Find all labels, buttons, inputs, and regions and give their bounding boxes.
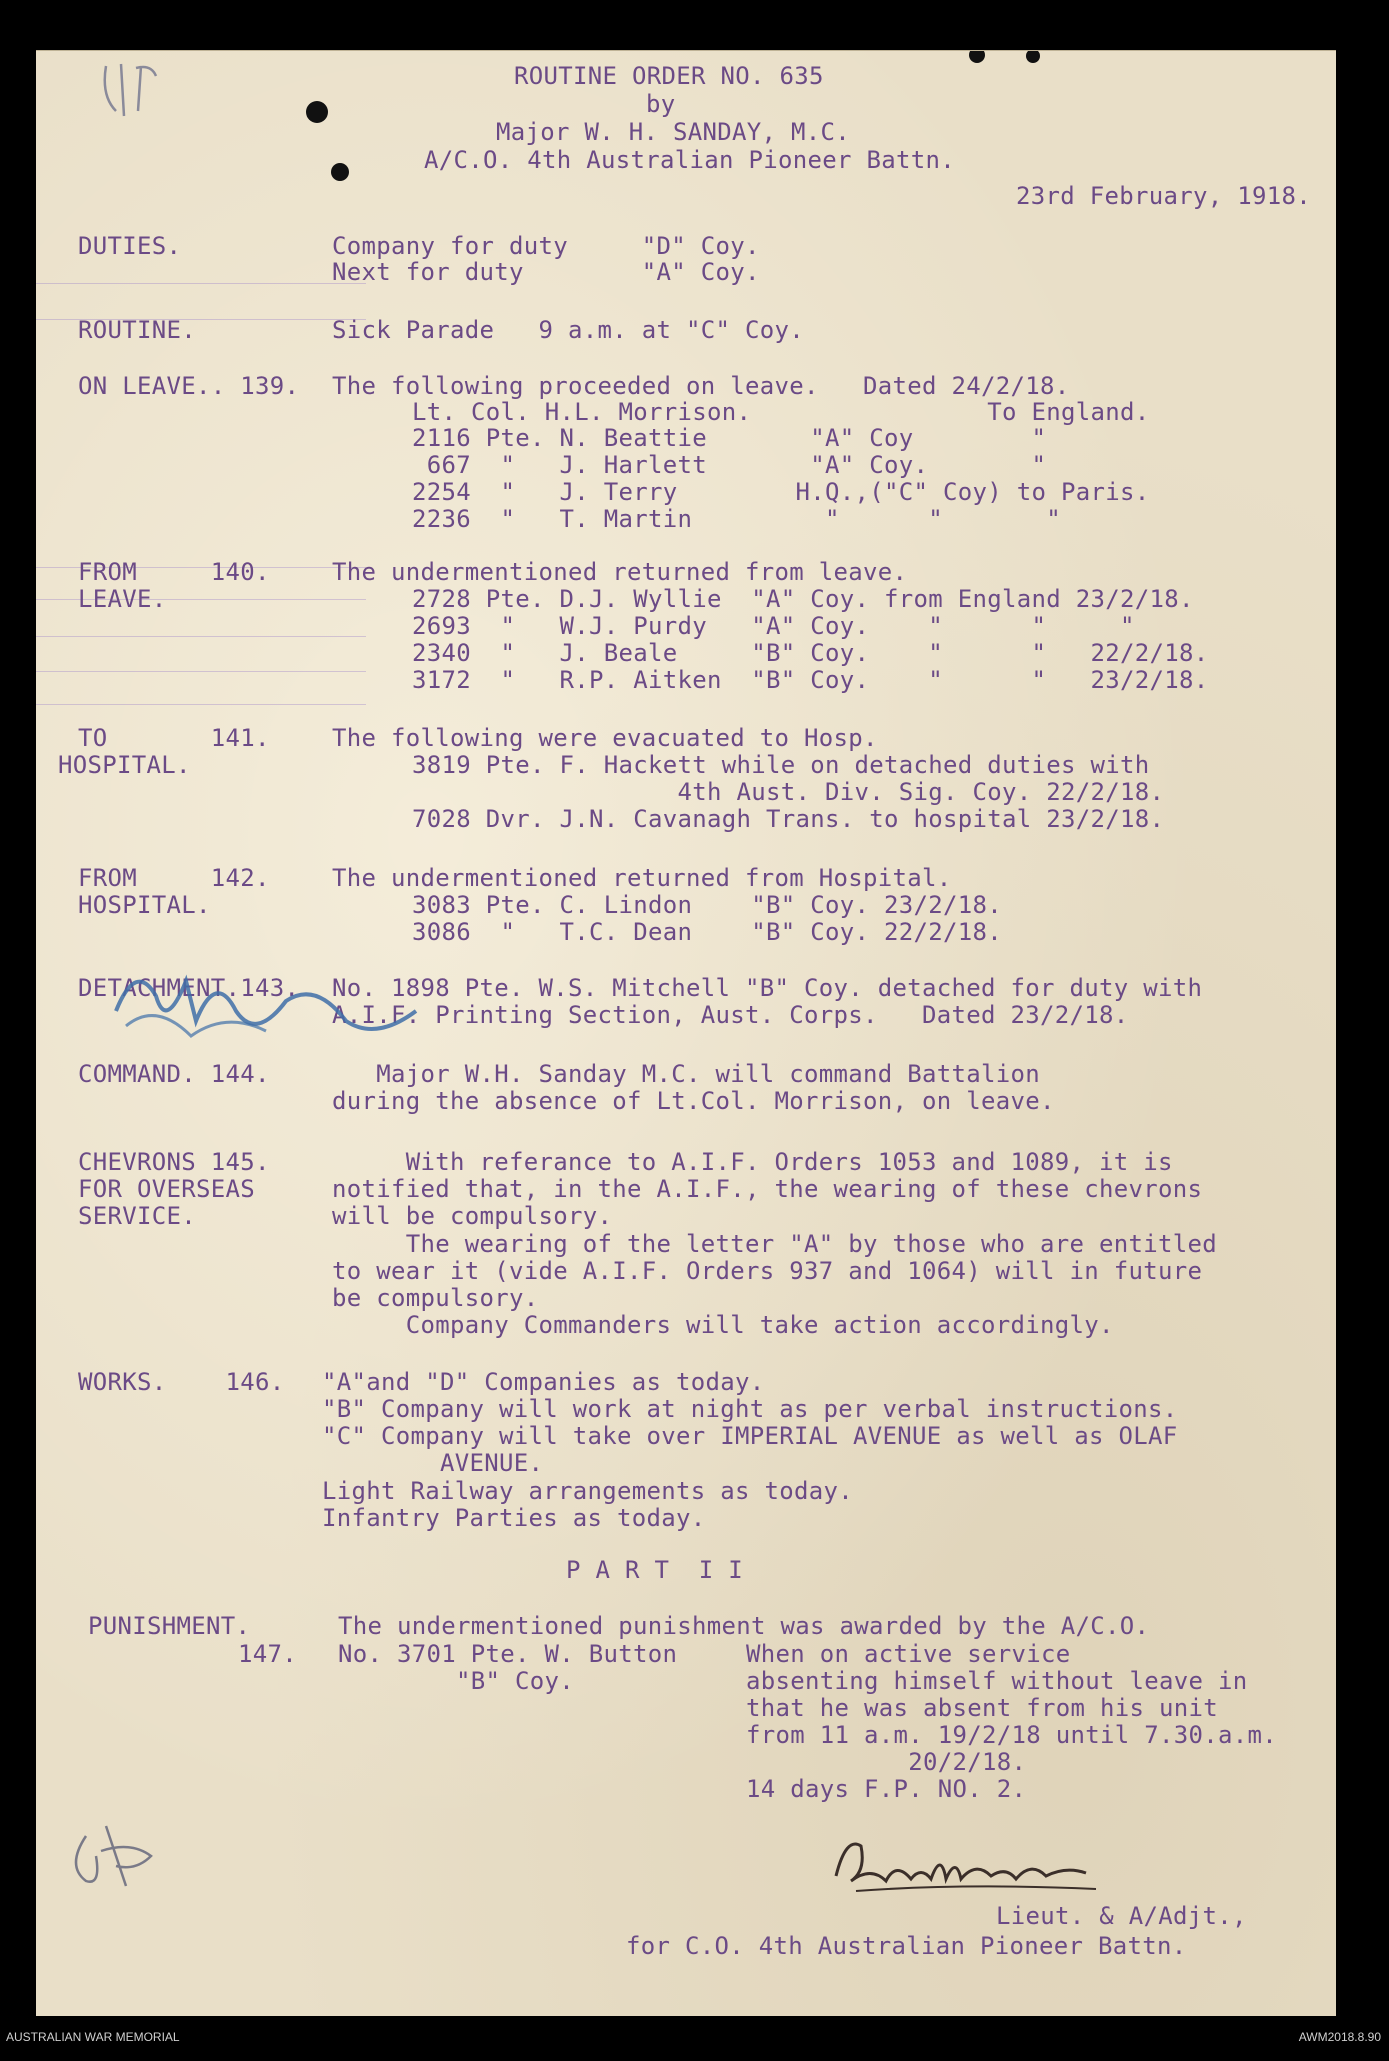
from-hospital-row: 3086 " T.C. Dean "B" Coy. 22/2/18. bbox=[412, 918, 1002, 946]
section-heading: WORKS. 146. bbox=[78, 1368, 285, 1396]
hospital-row: 3819 Pte. F. Hackett while on detached duties with bbox=[412, 751, 1150, 779]
blue-ink-scribble-icon bbox=[96, 951, 436, 1061]
section-heading: LEAVE. bbox=[78, 585, 167, 613]
section-heading: DETACHMENT.143. bbox=[78, 974, 300, 1002]
punch-hole bbox=[969, 50, 985, 63]
chevrons-line: With referance to A.I.F. Orders 1053 and 1089, it is bbox=[332, 1148, 1173, 1176]
routine-line: Sick Parade 9 a.m. at "C" Coy. bbox=[332, 316, 804, 344]
from-hospital-row: 3083 Pte. C. Lindon "B" Coy. 23/2/18. bbox=[412, 891, 1002, 919]
from-leave-row: 2693 " W.J. Purdy "A" Coy. " " " bbox=[412, 612, 1135, 640]
punishment-soldier: No. 3701 Pte. W. Button bbox=[338, 1640, 678, 1668]
section-heading: COMMAND. 144. bbox=[78, 1060, 270, 1088]
section-heading: HOSPITAL. bbox=[78, 891, 211, 919]
order-date: 23rd February, 1918. bbox=[1016, 182, 1311, 210]
signature-for: for C.O. 4th Australian Pioneer Battn. bbox=[626, 1932, 1187, 1960]
chevrons-line: Company Commanders will take action accordingly. bbox=[332, 1311, 1114, 1339]
leave-intro: The following proceeded on leave. Dated 24/2/18. bbox=[332, 372, 1070, 400]
signature-rank: Lieut. & A/Adjt., bbox=[996, 1902, 1247, 1930]
works-line: AVENUE. bbox=[322, 1449, 544, 1477]
order-unit: A/C.O. 4th Australian Pioneer Battn. bbox=[424, 146, 955, 174]
section-heading: CHEVRONS 145. bbox=[78, 1148, 270, 1176]
from-leave-intro: The undermentioned returned from leave. bbox=[332, 558, 908, 586]
offence-line: from 11 a.m. 19/2/18 until 7.30.a.m. bbox=[746, 1721, 1277, 1749]
section-heading: FROM 142. bbox=[78, 864, 270, 892]
from-leave-row: 3172 " R.P. Aitken "B" Coy. " " 23/2/18. bbox=[412, 666, 1209, 694]
signature-icon bbox=[816, 1821, 1136, 1911]
leave-row: Lt. Col. H.L. Morrison. To England. bbox=[412, 398, 1150, 426]
section-heading: TO 141. bbox=[78, 724, 270, 752]
document-page bbox=[36, 50, 1336, 2016]
works-line: "A"and "D" Companies as today. bbox=[322, 1368, 765, 1396]
section-heading: PUNISHMENT. bbox=[88, 1612, 251, 1640]
chevrons-line: be compulsory. bbox=[332, 1284, 539, 1312]
section-heading: FROM 140. bbox=[78, 558, 270, 586]
section-number: 147. bbox=[238, 1640, 297, 1668]
leave-row: 2116 Pte. N. Beattie "A" Coy " bbox=[412, 424, 1047, 452]
order-by: by bbox=[646, 90, 676, 118]
section-heading: FOR OVERSEAS bbox=[78, 1175, 255, 1203]
offence-line: that he was absent from his unit bbox=[746, 1694, 1218, 1722]
from-leave-row: 2340 " J. Beale "B" Coy. " " 22/2/18. bbox=[412, 639, 1209, 667]
command-line: during the absence of Lt.Col. Morrison, on leave. bbox=[332, 1087, 1055, 1115]
leave-row: 667 " J. Harlett "A" Coy. " bbox=[412, 451, 1047, 479]
offence-line: 14 days F.P. NO. 2. bbox=[746, 1775, 1027, 1803]
section-heading: DUTIES. bbox=[78, 232, 182, 260]
hospital-row: 4th Aust. Div. Sig. Coy. 22/2/18. bbox=[412, 778, 1165, 806]
offence-line: absenting himself without leave in bbox=[746, 1667, 1248, 1695]
section-heading: ROUTINE. bbox=[78, 316, 196, 344]
offence-line: 20/2/18. bbox=[746, 1748, 1027, 1776]
punch-hole bbox=[331, 163, 349, 181]
section-heading: HOSPITAL. bbox=[58, 751, 191, 779]
punishment-soldier: "B" Coy. bbox=[338, 1667, 574, 1695]
hospital-intro: The following were evacuated to Hosp. bbox=[332, 724, 878, 752]
punch-hole bbox=[306, 101, 328, 123]
chevrons-line: will be compulsory. bbox=[332, 1202, 613, 1230]
leave-row: 2236 " T. Martin " " " bbox=[412, 505, 1061, 533]
works-line: Infantry Parties as today. bbox=[322, 1504, 706, 1532]
leave-row: 2254 " J. Terry H.Q.,("C" Coy) to Paris. bbox=[412, 478, 1150, 506]
detachment-line: A.I.F. Printing Section, Aust. Corps. Dated 23/2/18. bbox=[332, 1001, 1129, 1029]
duties-line: Next for duty "A" Coy. bbox=[332, 258, 760, 286]
works-line: Light Railway arrangements as today. bbox=[322, 1477, 853, 1505]
pencil-initials-icon bbox=[56, 1796, 176, 1906]
punch-hole bbox=[1026, 50, 1040, 63]
pencil-mark-icon bbox=[96, 56, 206, 126]
order-officer: Major W. H. SANDAY, M.C. bbox=[496, 118, 850, 146]
detachment-line: No. 1898 Pte. W.S. Mitchell "B" Coy. detached for duty with bbox=[332, 974, 1203, 1002]
chevrons-line: notified that, in the A.I.F., the wearing of these chevrons bbox=[332, 1175, 1203, 1203]
hospital-row: 7028 Dvr. J.N. Cavanagh Trans. to hospital 23/2/18. bbox=[412, 805, 1165, 833]
section-heading: SERVICE. bbox=[78, 1202, 196, 1230]
order-title: ROUTINE ORDER NO. 635 bbox=[514, 62, 824, 90]
command-line: Major W.H. Sanday M.C. will command Battalion bbox=[332, 1060, 1040, 1088]
chevrons-line: to wear it (vide A.I.F. Orders 937 and 1064) will in future bbox=[332, 1257, 1203, 1285]
duties-line: Company for duty "D" Coy. bbox=[332, 232, 760, 260]
section-heading: ON LEAVE.. 139. bbox=[78, 372, 300, 400]
works-line: "C" Company will take over IMPERIAL AVENUE as well as OLAF bbox=[322, 1422, 1178, 1450]
punishment-intro: The undermentioned punishment was awarded by the A/C.O. bbox=[338, 1612, 1150, 1640]
part-title: P A R T I I bbox=[566, 1556, 743, 1584]
footer-right: AWM2018.8.90 bbox=[1298, 2030, 1381, 2044]
works-line: "B" Company will work at night as per verbal instructions. bbox=[322, 1395, 1178, 1423]
footer-left: AUSTRALIAN WAR MEMORIAL bbox=[6, 2030, 180, 2044]
chevrons-line: The wearing of the letter "A" by those who are entitled bbox=[332, 1230, 1217, 1258]
offence-line: When on active service bbox=[746, 1640, 1071, 1668]
from-hospital-intro: The undermentioned returned from Hospital. bbox=[332, 864, 952, 892]
from-leave-row: 2728 Pte. D.J. Wyllie "A" Coy. from England 23/2/18. bbox=[412, 585, 1194, 613]
